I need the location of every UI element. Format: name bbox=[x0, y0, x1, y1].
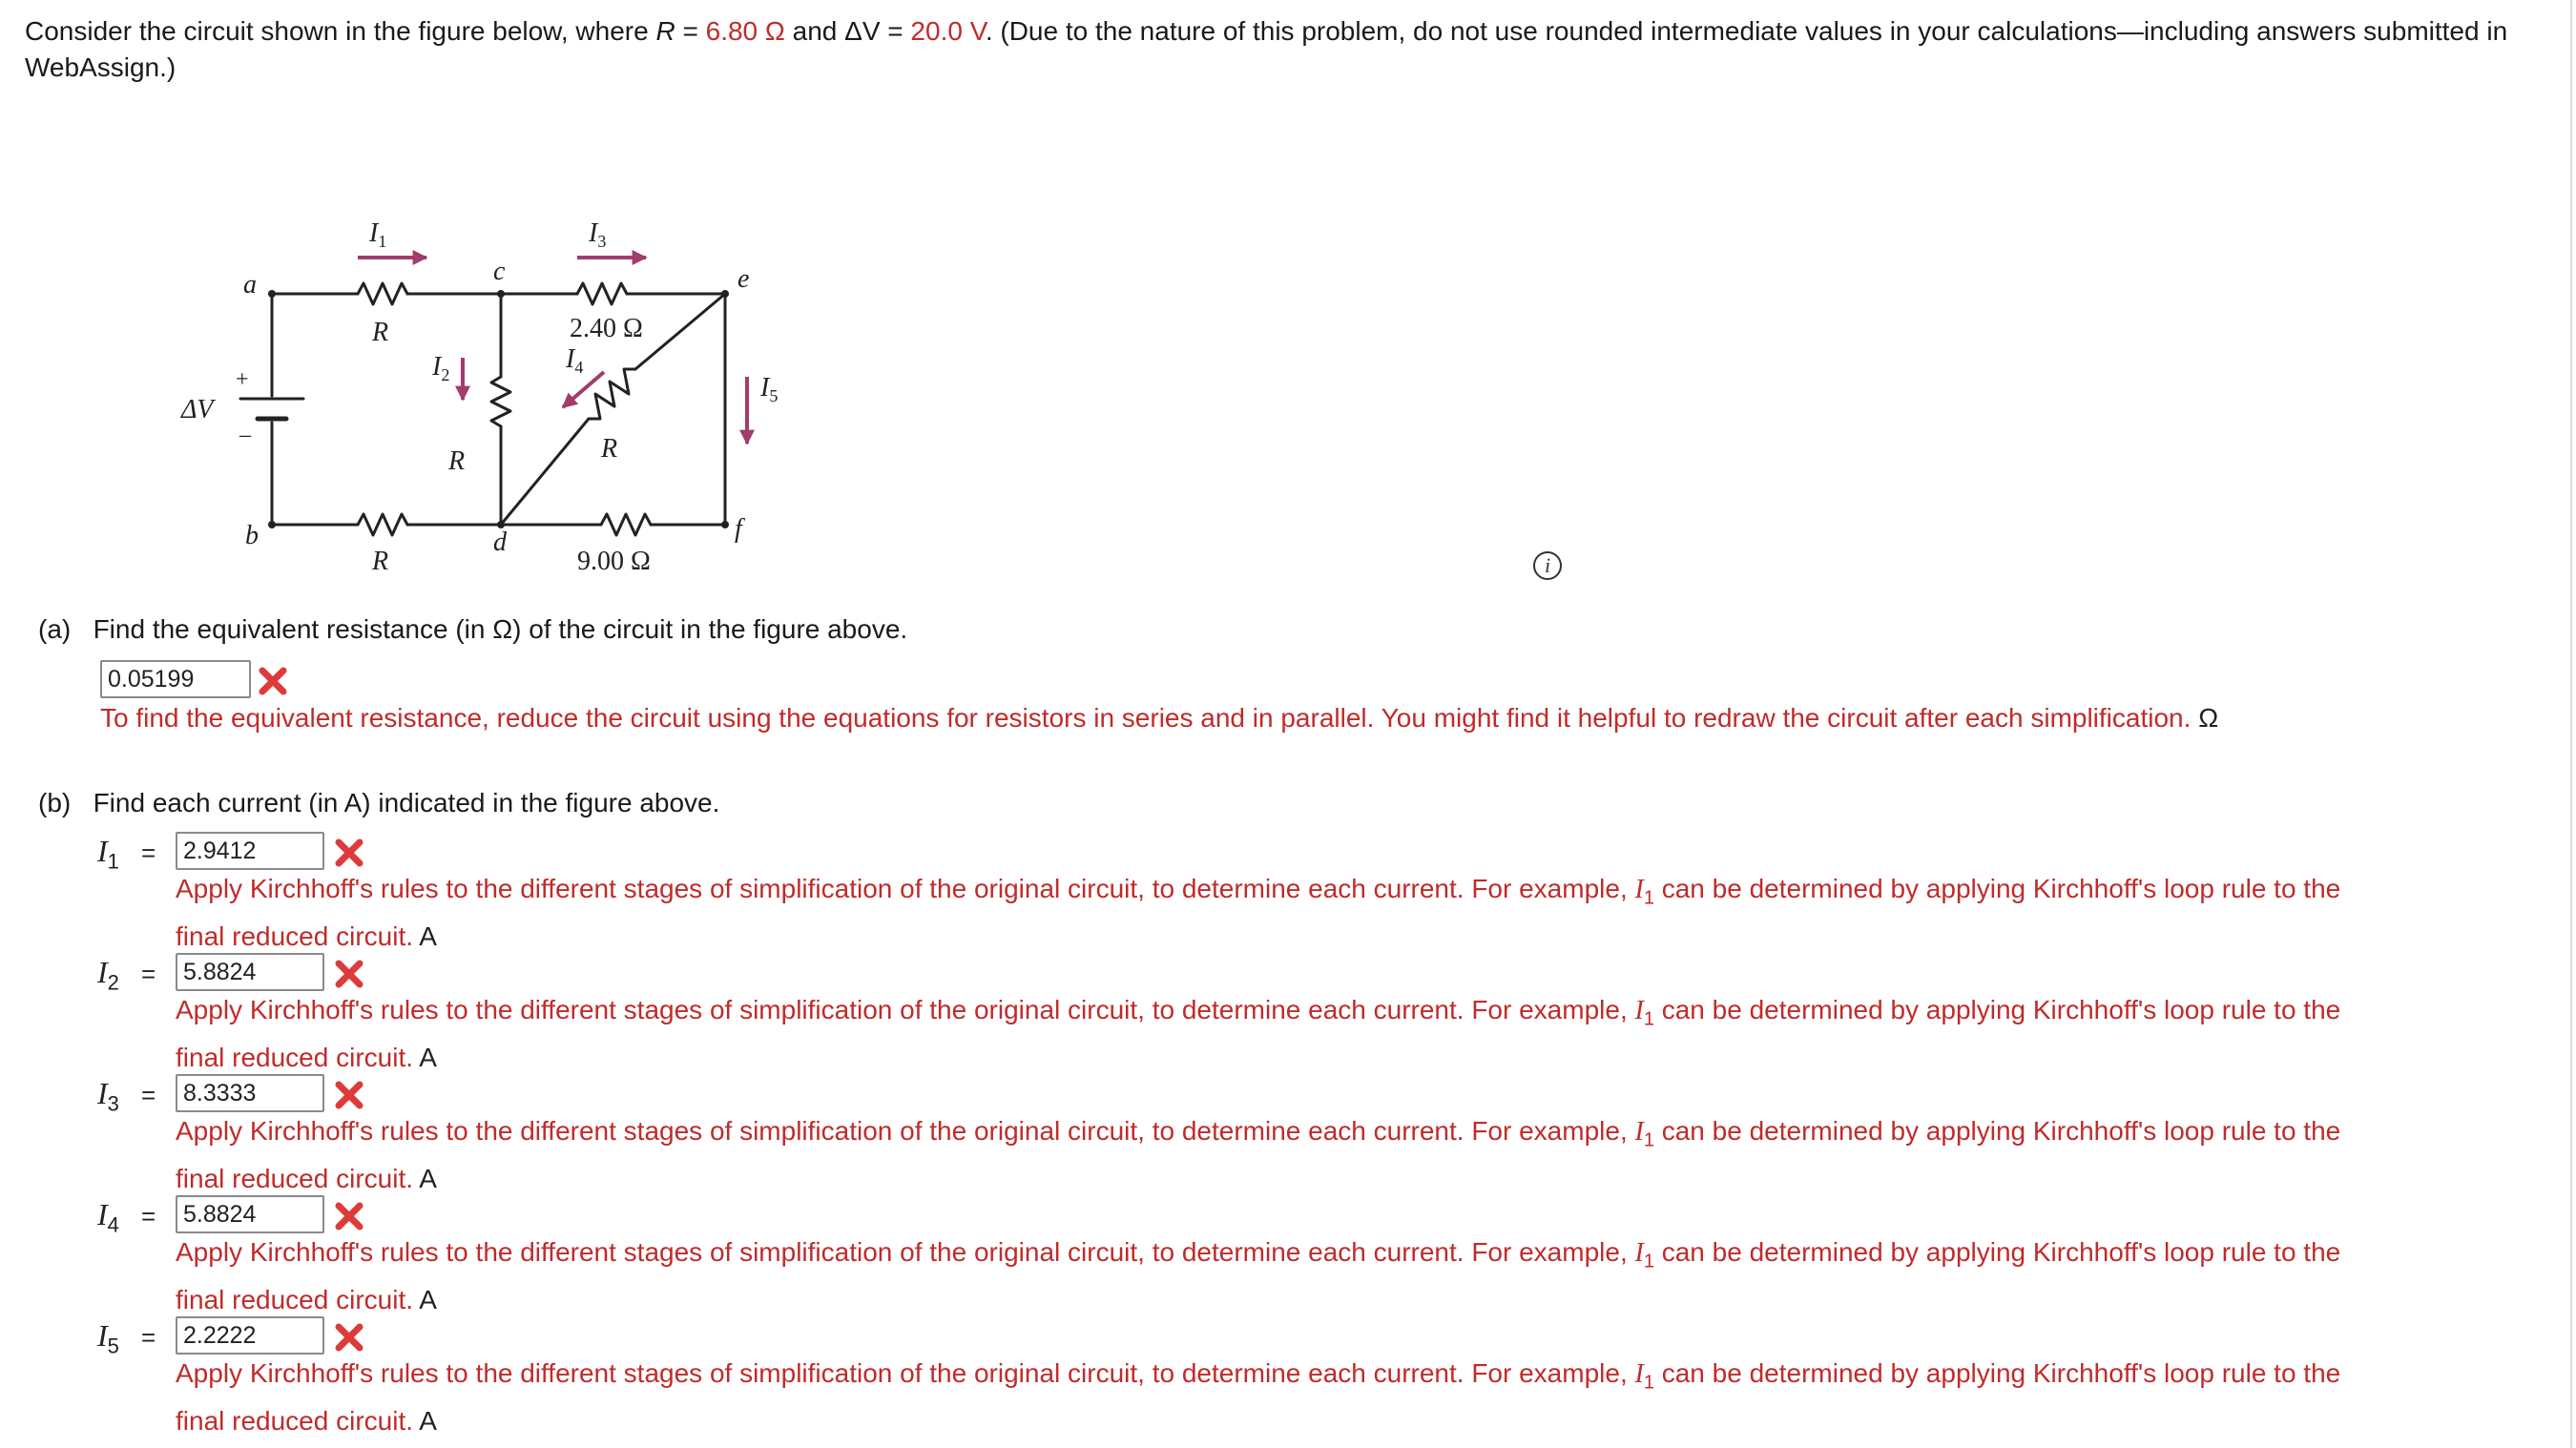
wire bbox=[501, 419, 589, 525]
resistor-bottom-left bbox=[358, 514, 407, 535]
r-value: 6.80 Ω bbox=[705, 16, 785, 46]
intro-text: = bbox=[675, 16, 706, 46]
feedback-variable: $I_1$ bbox=[1634, 875, 1654, 909]
node-dot bbox=[721, 290, 729, 298]
current-2-label: $I_2$ bbox=[432, 352, 450, 384]
current-5-feedback bbox=[176, 1355, 2542, 1440]
scroll-divider bbox=[2570, 0, 2572, 1448]
current-4-label bbox=[97, 1197, 119, 1242]
feedback-text: Apply Kirchhoff's rules to the different stages of simplification of the original circuit, to determine each current. For example, bbox=[176, 1358, 1635, 1388]
feedback-text: can be determined by applying Kirchhoff's loop rule to the bbox=[1653, 1358, 2341, 1388]
unit-label: A bbox=[419, 1163, 437, 1193]
feedback-text: Apply Kirchhoff's rules to the different stages of simplification of the original circuit, to determine each current. For example, bbox=[176, 1116, 1635, 1146]
feedback-text: Apply Kirchhoff's rules to the different stages of simplification of the original circuit, to determine each current. For example, bbox=[176, 874, 1635, 903]
part-b-question bbox=[38, 786, 719, 820]
wire bbox=[635, 294, 725, 369]
current-5-label: $I_5$ bbox=[760, 373, 779, 405]
node-f-label: f bbox=[735, 514, 742, 544]
info-icon[interactable]: i bbox=[1533, 551, 1562, 580]
incorrect-x-icon bbox=[334, 1322, 364, 1353]
resistor-bottom-right-label: 9.00 Ω bbox=[577, 547, 651, 576]
intro-text: . (Due to the nature of this problem, do not use rounded intermediate values in your calculations—including answers submitted in WebAssign.) bbox=[25, 16, 2508, 82]
current-var: I bbox=[97, 834, 108, 868]
current-sub: 5 bbox=[107, 1334, 119, 1358]
current-sub: 2 bbox=[107, 970, 119, 995]
resistor-top-left bbox=[358, 283, 407, 304]
current-4-feedback bbox=[176, 1233, 2542, 1319]
resistor-bottom-left-label: R bbox=[372, 547, 389, 576]
feedback-text: To find the equivalent resistance, reduce the circuit using the equations for resistors in series and in parallel. You might find it helpful to redraw the circuit after each simplification. bbox=[100, 703, 2192, 733]
resistor-middle bbox=[491, 377, 510, 426]
node-a-label: a bbox=[243, 270, 257, 300]
current-var: I bbox=[97, 1318, 108, 1353]
equals-sign: = bbox=[141, 1081, 156, 1109]
current-sub: 1 bbox=[107, 849, 119, 874]
current-var: I bbox=[97, 955, 108, 989]
node-d-label: d bbox=[493, 527, 507, 557]
current-2-answer-input[interactable]: 5.8824 bbox=[176, 953, 324, 991]
feedback-variable: $I_1$ bbox=[1634, 1117, 1654, 1151]
battery-plus: + bbox=[236, 367, 249, 392]
current-3-label: $I_3$ bbox=[589, 218, 607, 251]
part-a-question bbox=[38, 612, 907, 647]
current-4-label: $I_4$ bbox=[566, 344, 584, 377]
node-dot bbox=[268, 290, 276, 298]
current-1-label bbox=[97, 834, 119, 879]
node-c-label: c bbox=[493, 257, 506, 286]
v-value: 20.0 V bbox=[910, 16, 986, 46]
incorrect-x-icon bbox=[334, 959, 364, 989]
part-a-text: Find the equivalent resistance (in Ω) of the circuit in the figure above. bbox=[93, 614, 908, 644]
unit-label: A bbox=[419, 1042, 437, 1072]
intro-text: Consider the circuit shown in the figure below, where bbox=[25, 16, 656, 46]
current-var: I bbox=[97, 1076, 108, 1110]
intro-text: and ΔV = bbox=[784, 16, 911, 46]
feedback-text: can be determined by applying Kirchhoff's loop rule to the bbox=[1653, 995, 2341, 1024]
current-3-label bbox=[97, 1076, 119, 1121]
circuit-figure bbox=[177, 215, 787, 577]
node-e-label: e bbox=[737, 264, 750, 294]
resistor-top-right-label: 2.40 Ω bbox=[570, 314, 643, 343]
unit-label: Ω bbox=[2198, 703, 2219, 733]
part-a-feedback bbox=[100, 699, 2543, 737]
resistor-diagonal bbox=[589, 369, 635, 419]
feedback-text: final reduced circuit. bbox=[176, 1284, 420, 1314]
feedback-text: final reduced circuit. bbox=[176, 1042, 420, 1072]
feedback-text: final reduced circuit. bbox=[176, 921, 420, 951]
current-1-answer-input[interactable]: 2.9412 bbox=[176, 832, 324, 870]
equals-sign: = bbox=[141, 1323, 156, 1352]
feedback-text: final reduced circuit. bbox=[176, 1405, 420, 1436]
resistor-bottom-right bbox=[601, 514, 651, 535]
unit-label: A bbox=[419, 1405, 437, 1436]
current-1-feedback bbox=[176, 870, 2542, 956]
battery-minus: – bbox=[239, 423, 251, 447]
resistor-diagonal-label: R bbox=[601, 434, 618, 464]
node-dot bbox=[268, 521, 276, 528]
incorrect-x-icon bbox=[334, 1080, 364, 1110]
node-dot bbox=[721, 521, 729, 528]
current-2-feedback bbox=[176, 991, 2542, 1077]
node-dot bbox=[497, 290, 505, 298]
feedback-text: can be determined by applying Kirchhoff's loop rule to the bbox=[1653, 1237, 2341, 1267]
current-var: I bbox=[97, 1197, 108, 1231]
current-1-label: $I_1$ bbox=[369, 218, 387, 251]
current-5-answer-input[interactable]: 2.2222 bbox=[176, 1316, 324, 1355]
feedback-text: Apply Kirchhoff's rules to the different stages of simplification of the original circuit, to determine each current. For example, bbox=[176, 1237, 1635, 1267]
feedback-variable: $I_1$ bbox=[1634, 1359, 1654, 1394]
feedback-text: final reduced circuit. bbox=[176, 1163, 420, 1193]
current-2-label bbox=[97, 955, 119, 1000]
problem-intro bbox=[25, 13, 2544, 86]
feedback-text: Apply Kirchhoff's rules to the different stages of simplification of the original circuit, to determine each current. For example, bbox=[176, 995, 1635, 1024]
resistor-top-left-label: R bbox=[372, 318, 389, 347]
incorrect-x-icon bbox=[334, 838, 364, 868]
r-variable: R bbox=[655, 16, 675, 46]
unit-label: A bbox=[419, 921, 437, 951]
node-b-label: b bbox=[245, 521, 259, 550]
equals-sign: = bbox=[141, 960, 156, 988]
part-b-label: (b) bbox=[38, 788, 72, 817]
part-a-label: (a) bbox=[38, 614, 72, 644]
feedback-variable: $I_1$ bbox=[1634, 1238, 1654, 1272]
feedback-text: can be determined by applying Kirchhoff's loop rule to the bbox=[1653, 874, 2341, 903]
current-sub: 4 bbox=[107, 1212, 119, 1237]
part-a-answer-input[interactable]: 0.05199 bbox=[100, 660, 251, 698]
current-4-answer-input[interactable]: 5.8824 bbox=[176, 1195, 324, 1233]
resistor-middle-label: R bbox=[448, 446, 466, 476]
equals-sign: = bbox=[141, 1202, 156, 1231]
feedback-variable: $I_1$ bbox=[1634, 996, 1654, 1030]
unit-label: A bbox=[419, 1284, 437, 1314]
feedback-text: can be determined by applying Kirchhoff's loop rule to the bbox=[1653, 1116, 2341, 1146]
part-b-text: Find each current (in A) indicated in the figure above. bbox=[93, 788, 720, 817]
incorrect-x-icon bbox=[258, 666, 288, 696]
resistor-top-right bbox=[577, 283, 627, 304]
battery-label: ΔV bbox=[181, 395, 214, 424]
current-sub: 3 bbox=[107, 1091, 119, 1116]
incorrect-x-icon bbox=[334, 1201, 364, 1231]
equals-sign: = bbox=[141, 838, 156, 867]
current-5-label bbox=[97, 1318, 119, 1363]
current-3-feedback bbox=[176, 1112, 2542, 1198]
current-3-answer-input[interactable]: 8.3333 bbox=[176, 1074, 324, 1112]
